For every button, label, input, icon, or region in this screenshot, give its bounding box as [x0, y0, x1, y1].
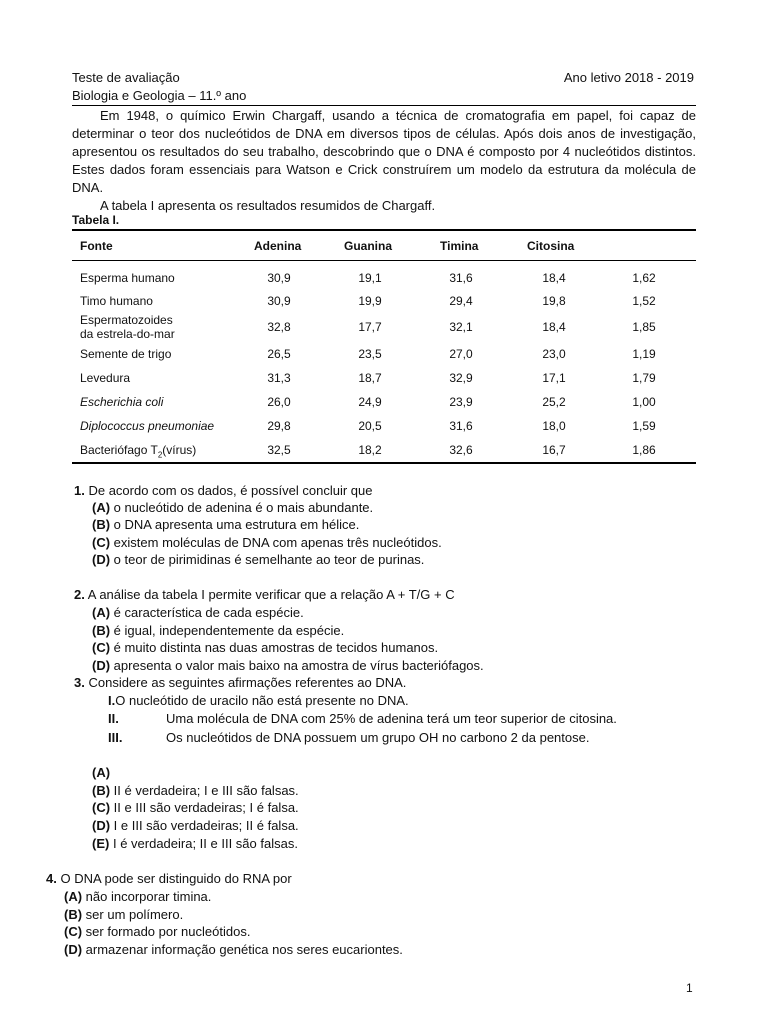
q3-option-b[interactable]: (B) II é verdadeira; I e III são falsas. — [92, 783, 299, 798]
q3-option-d[interactable]: (D) I e III são verdadeiras; II é falsa. — [92, 818, 299, 833]
cell-guanina: 23,5 — [358, 347, 382, 361]
q3-statement-3-key: III. — [108, 730, 123, 745]
table-header-rule — [72, 260, 696, 261]
cell-timina: 27,0 — [449, 347, 473, 361]
cell-ratio: 1,85 — [632, 320, 656, 334]
cell-source: Semente de trigo — [80, 347, 172, 361]
q3-option-a[interactable]: (A) — [92, 765, 111, 780]
cell-ratio: 1,86 — [632, 443, 656, 457]
header-title: Teste de avaliação — [72, 70, 180, 85]
q3-statement-2-text: Uma molécula de DNA com 25% de adenina terá um teor superior de citosina. — [166, 711, 617, 726]
cell-citosina: 16,7 — [542, 443, 566, 457]
cell-citosina: 18,4 — [542, 320, 566, 334]
cell-adenina: 30,9 — [267, 271, 291, 285]
page-number: 1 — [686, 981, 693, 995]
cell-source — [80, 443, 196, 462]
cell-guanina: 19,9 — [358, 294, 382, 308]
cell-citosina: 17,1 — [542, 371, 566, 385]
cell-timina: 29,4 — [449, 294, 473, 308]
q4-option-a[interactable]: (A) não incorporar timina. — [64, 889, 212, 904]
table-bottom-rule — [72, 462, 696, 464]
q2-option-c[interactable]: (C) é muito distinta nas duas amostras de tecidos humanos. — [92, 640, 439, 655]
cell-adenina: 32,5 — [267, 443, 291, 457]
cell-timina: 32,1 — [449, 320, 473, 334]
question-number: 2. — [74, 587, 85, 602]
q1-option-c[interactable]: (C) existem moléculas de DNA com apenas três nucleótidos. — [92, 535, 442, 550]
question-1 — [74, 482, 372, 499]
q1-option-d[interactable]: (D) o teor de pirimidinas é semelhante ao teor de purinas. — [92, 552, 425, 567]
cell-ratio: 1,52 — [632, 294, 656, 308]
cell-source: Timo humano — [80, 294, 153, 308]
cell-adenina: 30,9 — [267, 294, 291, 308]
question-number: 4. — [46, 871, 57, 886]
source-name: Bacteriófago T — [80, 443, 158, 457]
q4-option-c[interactable]: (C) ser formado por nucleótidos. — [64, 924, 251, 939]
th-guanina: Guanina — [344, 239, 393, 253]
cell-ratio: 1,59 — [632, 419, 656, 433]
cell-adenina: 31,3 — [267, 371, 291, 385]
cell-guanina: 18,2 — [358, 443, 382, 457]
header-year: Ano letivo 2018 - 2019 — [563, 70, 694, 85]
th-timina: Timina — [440, 239, 479, 253]
cell-citosina: 23,0 — [542, 347, 566, 361]
cell-guanina: 19,1 — [358, 271, 382, 285]
q4-option-d[interactable]: (D) armazenar informação genética nos seres eucariontes. — [64, 942, 403, 957]
cell-timina: 32,9 — [449, 371, 473, 385]
q3-statement-2-key: II. — [108, 711, 119, 726]
cell-adenina: 32,8 — [267, 320, 291, 334]
q2-option-a[interactable]: (A) é característica de cada espécie. — [92, 605, 304, 620]
intro-paragraph-1: Em 1948, o químico Erwin Chargaff, usando a técnica de cromatografia em papel, foi capaz de determinar o teor dos nucleótidos de DNA em diversos tipos de células. Após dois anos de investigação, apresentou os resultados do seu trabalho, descobrindo que o DNA é composto por 4 nucleótidos distintos. Estes dados foram essenciais para Watson e Crick construírem um modelo da estrutura da molécula de DNA. — [72, 108, 696, 195]
question-number: 1. — [74, 483, 85, 498]
cell-guanina: 24,9 — [358, 395, 382, 409]
cell-ratio: 1,19 — [632, 347, 656, 361]
header-rule — [72, 105, 696, 106]
question-4 — [46, 870, 292, 887]
cell-citosina: 18,0 — [542, 419, 566, 433]
q1-option-b[interactable]: (B) o DNA apresenta uma estrutura em hélice. — [92, 517, 360, 532]
cell-citosina: 18,4 — [542, 271, 566, 285]
th-adenina: Adenina — [254, 239, 302, 253]
cell-guanina: 17,7 — [358, 320, 382, 334]
cell-guanina: 18,7 — [358, 371, 382, 385]
cell-source: Escherichia coli — [80, 395, 164, 409]
intro-paragraph-2: A tabela I apresenta os resultados resumidos de Chargaff. — [100, 198, 436, 213]
question-3 — [74, 674, 406, 691]
source-subscript: 2 — [157, 450, 163, 460]
q2-option-d[interactable]: (D) apresenta o valor mais baixo na amostra de vírus bacteriófagos. — [92, 658, 484, 673]
q3-statement-1: I.O nucleótido de uracilo não está presente no DNA. — [108, 693, 409, 708]
question-text: Considere as seguintes afirmações referentes ao DNA. — [88, 675, 407, 690]
cell-ratio: 1,00 — [632, 395, 656, 409]
cell-source-line2: da estrela-do-mar — [80, 327, 175, 341]
cell-citosina: 19,8 — [542, 294, 566, 308]
cell-adenina: 26,5 — [267, 347, 291, 361]
question-text: O DNA pode ser distinguido do RNA por — [60, 871, 292, 886]
cell-source: Levedura — [80, 371, 131, 385]
cell-adenina: 26,0 — [267, 395, 291, 409]
q3-option-c[interactable]: (C) II e III são verdadeiras; I é falsa. — [92, 800, 299, 815]
th-citosina: Citosina — [527, 239, 575, 253]
q3-statement-3-text: Os nucleótidos de DNA possuem um grupo OH no carbono 2 da pentose. — [166, 730, 590, 745]
table-title: Tabela I. — [72, 213, 120, 227]
question-number: 3. — [74, 675, 85, 690]
cell-source: Esperma humano — [80, 271, 175, 285]
q1-option-a[interactable]: (A) o nucleótido de adenina é o mais abundante. — [92, 500, 374, 515]
cell-timina: 23,9 — [449, 395, 473, 409]
question-text: De acordo com os dados, é possível concluir que — [88, 483, 373, 498]
cell-ratio: 1,79 — [632, 371, 656, 385]
cell-adenina: 29,8 — [267, 419, 291, 433]
cell-source: Diplococcus pneumoniae — [80, 419, 215, 433]
question-text: A análise da tabela I permite verificar que a relação A + T/G + C — [87, 587, 455, 602]
cell-timina: 31,6 — [449, 419, 473, 433]
cell-timina: 31,6 — [449, 271, 473, 285]
source-suffix: (vírus) — [162, 443, 197, 457]
question-2 — [74, 586, 455, 603]
table-top-rule — [72, 229, 696, 231]
cell-citosina: 25,2 — [542, 395, 566, 409]
q2-option-b[interactable]: (B) é igual, independentemente da espécie. — [92, 623, 345, 638]
header-subject: Biologia e Geologia – 11.º ano — [72, 88, 247, 103]
cell-timina: 32,6 — [449, 443, 473, 457]
q3-option-e[interactable]: (E) I é verdadeira; II e III são falsas. — [92, 836, 298, 851]
cell-ratio: 1,62 — [632, 271, 656, 285]
th-source: Fonte — [80, 239, 113, 253]
intro-text — [72, 107, 696, 215]
cell-source: Espermatozoides — [80, 313, 173, 327]
q4-option-b[interactable]: (B) ser um polímero. — [64, 907, 184, 922]
cell-guanina: 20,5 — [358, 419, 382, 433]
